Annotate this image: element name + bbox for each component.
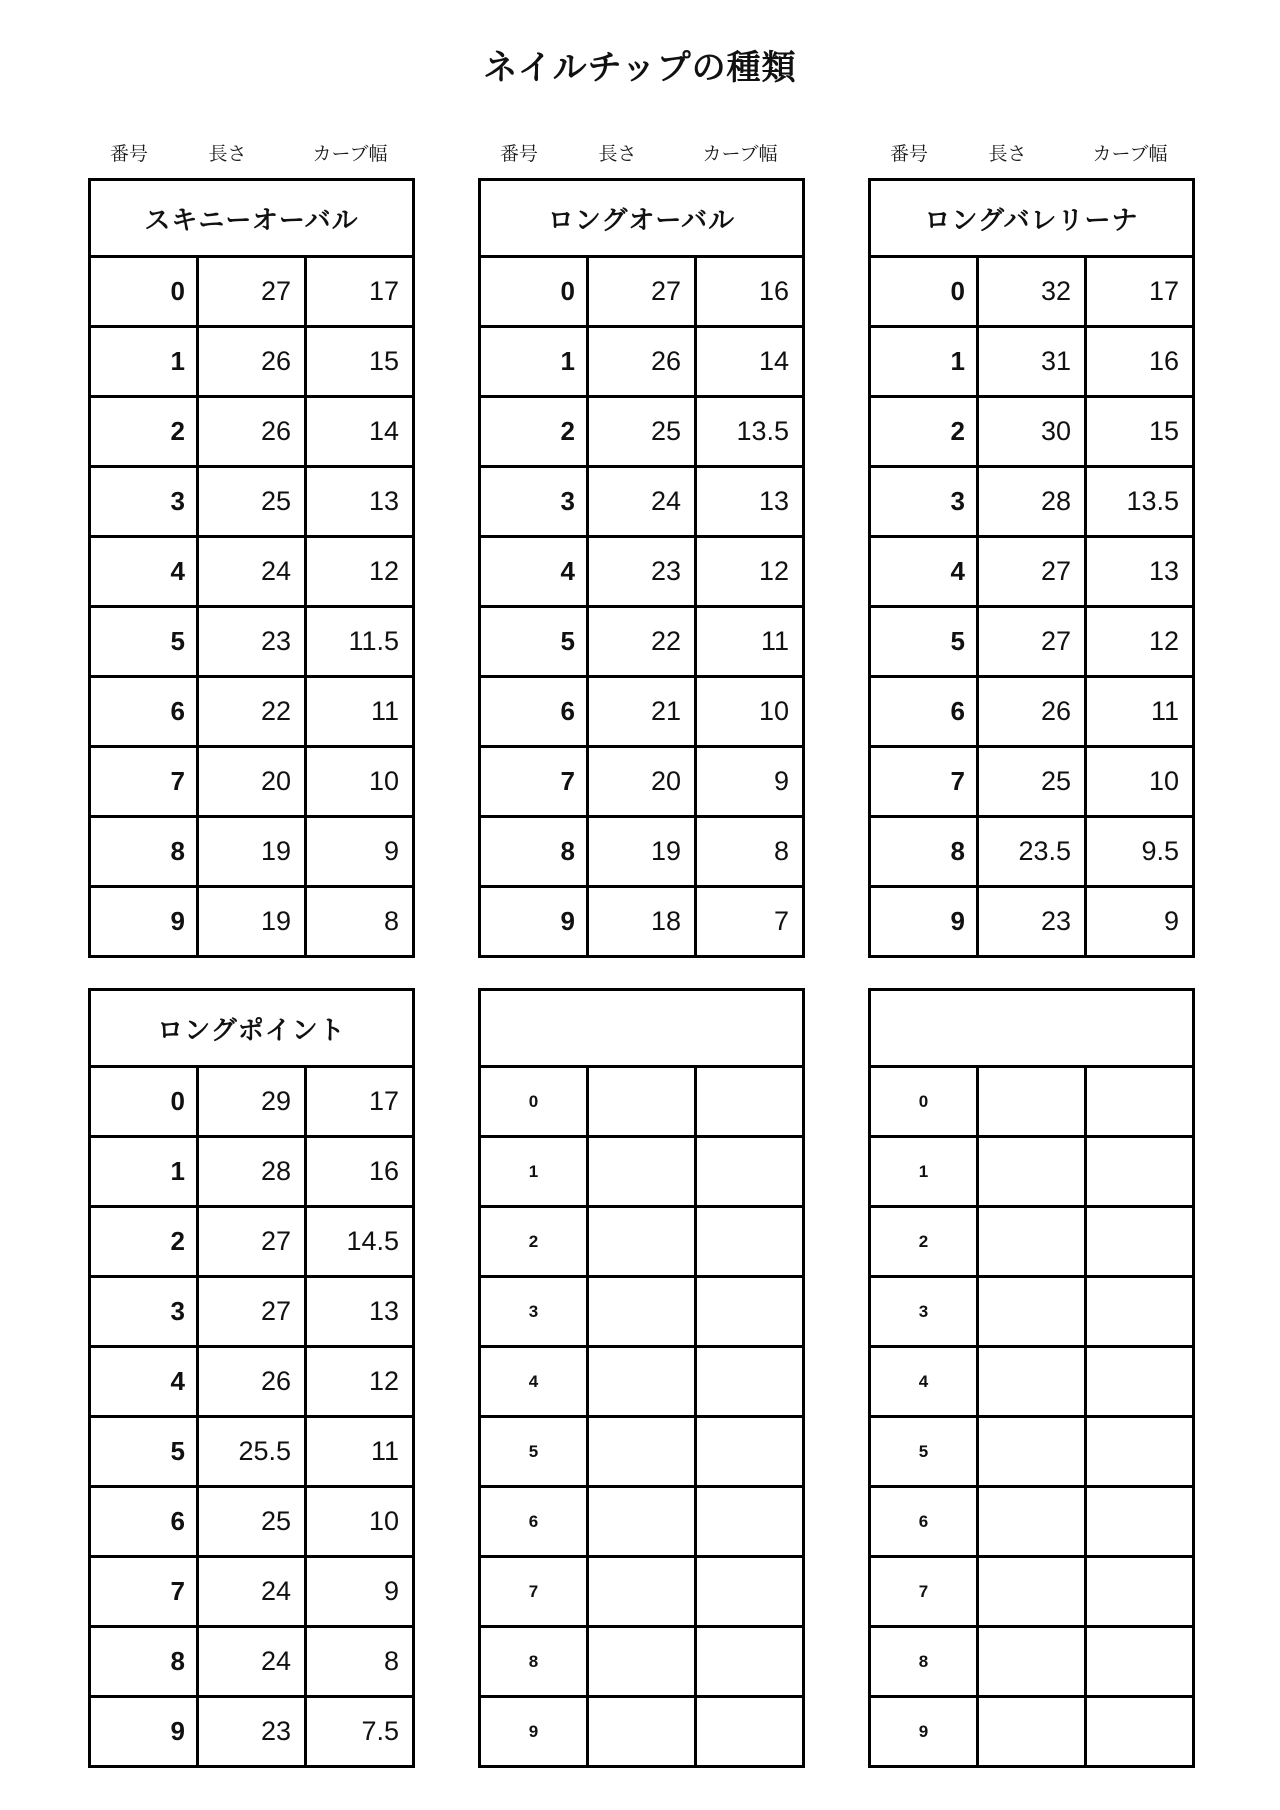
cell-curve-width-blank: [1086, 1137, 1194, 1207]
col-header-length: 長さ: [598, 144, 637, 165]
cell-curve-width: 11: [1086, 677, 1194, 747]
cell-curve-width-blank: [696, 1067, 804, 1137]
cell-curve-width: 13.5: [1086, 467, 1194, 537]
cell-curve-width: 7: [696, 887, 804, 957]
table-row: [90, 1697, 414, 1767]
cell-number: 9: [480, 887, 588, 957]
table-row: [90, 397, 414, 467]
cell-length-blank: [588, 1347, 696, 1417]
cell-length-blank: [588, 1207, 696, 1277]
cell-curve-width: 9: [696, 747, 804, 817]
cell-number: 7: [480, 747, 588, 817]
cell-length: 27: [978, 537, 1086, 607]
cell-curve-width-blank: [696, 1697, 804, 1767]
cell-number: 1: [90, 327, 198, 397]
cell-curve-width: 12: [306, 1347, 414, 1417]
cell-curve-width-blank: [1086, 1627, 1194, 1697]
cell-number: 6: [480, 677, 588, 747]
cell-length: 23: [198, 607, 306, 677]
column-headers: [88, 139, 415, 166]
cell-number: 6: [90, 677, 198, 747]
size-table: [88, 988, 415, 1768]
cell-curve-width: 14: [696, 327, 804, 397]
cell-curve-width: 10: [306, 747, 414, 817]
cell-curve-width: 9.5: [1086, 817, 1194, 887]
cell-number: 6: [480, 1487, 588, 1557]
table-title: スキニーオーバル: [90, 180, 414, 257]
table-row: [90, 1067, 414, 1137]
table-row: [870, 1347, 1194, 1417]
cell-length-blank: [978, 1487, 1086, 1557]
col-header-curve-width: カーブ幅: [702, 144, 778, 165]
cell-number: 8: [480, 817, 588, 887]
cell-length: 24: [198, 1557, 306, 1627]
table-row: [90, 1557, 414, 1627]
cell-curve-width: 12: [1086, 607, 1194, 677]
cell-length: 22: [588, 607, 696, 677]
cell-number: 3: [90, 467, 198, 537]
cell-curve-width: 12: [306, 537, 414, 607]
cell-curve-width: 17: [306, 257, 414, 327]
table-row: [90, 1137, 414, 1207]
cell-curve-width: 11: [306, 677, 414, 747]
table-row: [480, 607, 804, 677]
table-row: [480, 257, 804, 327]
table-title: [480, 990, 804, 1067]
table-group-blank-1: [478, 988, 805, 1768]
table-row: [90, 1277, 414, 1347]
cell-curve-width: 10: [696, 677, 804, 747]
col-header-curve-width: カーブ幅: [312, 144, 388, 165]
cell-curve-width-blank: [1086, 1067, 1194, 1137]
table-row: [870, 1137, 1194, 1207]
size-table: [868, 988, 1195, 1768]
cell-curve-width: 14.5: [306, 1207, 414, 1277]
table-title-row: [90, 180, 414, 257]
cell-curve-width-blank: [1086, 1487, 1194, 1557]
table-row: [870, 397, 1194, 467]
cell-length: 26: [198, 1347, 306, 1417]
table-row: [480, 1347, 804, 1417]
cell-number: 5: [480, 1417, 588, 1487]
cell-number: 8: [480, 1627, 588, 1697]
cell-length-blank: [978, 1137, 1086, 1207]
table-row: [480, 887, 804, 957]
table-row: [480, 1417, 804, 1487]
table-row: [90, 1347, 414, 1417]
cell-curve-width-blank: [696, 1277, 804, 1347]
cell-curve-width: 12: [696, 537, 804, 607]
cell-curve-width: 11.5: [306, 607, 414, 677]
cell-curve-width: 15: [1086, 397, 1194, 467]
cell-length-blank: [978, 1697, 1086, 1767]
table-row: [480, 817, 804, 887]
table-row: [870, 467, 1194, 537]
cell-curve-width: 13.5: [696, 397, 804, 467]
cell-number: 7: [480, 1557, 588, 1627]
cell-number: 8: [90, 1627, 198, 1697]
cell-number: 0: [480, 1067, 588, 1137]
table-row: [90, 467, 414, 537]
table-row: [870, 257, 1194, 327]
table-row: [480, 1557, 804, 1627]
table-row: [480, 537, 804, 607]
cell-number: 0: [870, 257, 978, 327]
table-row: [870, 677, 1194, 747]
cell-curve-width: 16: [1086, 327, 1194, 397]
table-row: [870, 1207, 1194, 1277]
cell-number: 9: [480, 1697, 588, 1767]
cell-curve-width: 17: [1086, 257, 1194, 327]
cell-number: 3: [480, 1277, 588, 1347]
cell-number: 4: [870, 1347, 978, 1417]
cell-number: 4: [90, 1347, 198, 1417]
cell-curve-width: 17: [306, 1067, 414, 1137]
column-headers: [478, 139, 805, 166]
cell-number: 2: [480, 1207, 588, 1277]
cell-length: 25: [588, 397, 696, 467]
table-row: [480, 1487, 804, 1557]
table-title-row: [480, 180, 804, 257]
cell-length: 30: [978, 397, 1086, 467]
tables-grid: [0, 139, 1280, 1768]
cell-number: 5: [90, 607, 198, 677]
cell-number: 9: [90, 1697, 198, 1767]
cell-length: 25.5: [198, 1417, 306, 1487]
cell-number: 1: [870, 327, 978, 397]
table-row: [90, 677, 414, 747]
cell-curve-width: 7.5: [306, 1697, 414, 1767]
cell-curve-width-blank: [1086, 1207, 1194, 1277]
cell-length-blank: [588, 1487, 696, 1557]
table-title-row: [870, 990, 1194, 1067]
cell-number: 9: [90, 887, 198, 957]
table-row: [870, 747, 1194, 817]
cell-number: 8: [90, 817, 198, 887]
cell-number: 6: [870, 677, 978, 747]
cell-length: 23.5: [978, 817, 1086, 887]
column-headers: [868, 139, 1195, 166]
table-row: [90, 257, 414, 327]
cell-curve-width: 13: [306, 1277, 414, 1347]
cell-length: 32: [978, 257, 1086, 327]
cell-length: 25: [198, 467, 306, 537]
table-row: [90, 1487, 414, 1557]
cell-number: 0: [90, 1067, 198, 1137]
table-title-row: [870, 180, 1194, 257]
cell-length: 23: [978, 887, 1086, 957]
cell-curve-width-blank: [696, 1487, 804, 1557]
col-header-length: 長さ: [988, 144, 1027, 165]
cell-length: 27: [198, 257, 306, 327]
cell-length-blank: [978, 1067, 1086, 1137]
cell-number: 3: [480, 467, 588, 537]
cell-curve-width: 10: [306, 1487, 414, 1557]
cell-length: 26: [588, 327, 696, 397]
cell-length: 28: [198, 1137, 306, 1207]
cell-number: 1: [870, 1137, 978, 1207]
cell-number: 0: [870, 1067, 978, 1137]
table-row: [870, 1487, 1194, 1557]
cell-curve-width-blank: [696, 1207, 804, 1277]
table-row: [90, 747, 414, 817]
cell-number: 7: [870, 747, 978, 817]
table-title: ロングオーバル: [480, 180, 804, 257]
cell-curve-width: 14: [306, 397, 414, 467]
cell-length: 27: [198, 1277, 306, 1347]
cell-length-blank: [978, 1627, 1086, 1697]
table-row: [870, 537, 1194, 607]
cell-length: 20: [198, 747, 306, 817]
cell-number: 9: [870, 887, 978, 957]
table-row: [90, 1627, 414, 1697]
table-row: [870, 1557, 1194, 1627]
size-table: [478, 178, 805, 958]
cell-length: 18: [588, 887, 696, 957]
cell-length: 19: [198, 887, 306, 957]
cell-curve-width: 15: [306, 327, 414, 397]
cell-curve-width-blank: [1086, 1347, 1194, 1417]
cell-curve-width-blank: [696, 1557, 804, 1627]
table-group-blank-2: [868, 988, 1195, 1768]
cell-curve-width: 8: [306, 887, 414, 957]
cell-number: 2: [480, 397, 588, 467]
cell-number: 8: [870, 1627, 978, 1697]
cell-length: 31: [978, 327, 1086, 397]
table-title: [870, 990, 1194, 1067]
table-row: [90, 1207, 414, 1277]
cell-length-blank: [588, 1697, 696, 1767]
cell-length: 23: [588, 537, 696, 607]
cell-curve-width: 8: [306, 1627, 414, 1697]
cell-length: 28: [978, 467, 1086, 537]
table-row: [90, 817, 414, 887]
cell-length: 21: [588, 677, 696, 747]
cell-number: 7: [90, 1557, 198, 1627]
table-row: [870, 1067, 1194, 1137]
table-title: ロングバレリーナ: [870, 180, 1194, 257]
table-row: [870, 1627, 1194, 1697]
cell-number: 7: [870, 1557, 978, 1627]
cell-curve-width: 9: [306, 1557, 414, 1627]
cell-curve-width-blank: [1086, 1277, 1194, 1347]
table-row: [480, 1137, 804, 1207]
cell-number: 1: [480, 1137, 588, 1207]
cell-curve-width-blank: [696, 1137, 804, 1207]
cell-length-blank: [978, 1347, 1086, 1417]
cell-number: 7: [90, 747, 198, 817]
cell-curve-width: 10: [1086, 747, 1194, 817]
cell-curve-width-blank: [696, 1347, 804, 1417]
cell-length: 27: [978, 607, 1086, 677]
cell-length: 19: [588, 817, 696, 887]
table-row: [870, 607, 1194, 677]
cell-number: 5: [870, 1417, 978, 1487]
cell-length: 24: [198, 537, 306, 607]
cell-number: 5: [870, 607, 978, 677]
cell-number: 4: [870, 537, 978, 607]
cell-curve-width: 9: [1086, 887, 1194, 957]
cell-curve-width-blank: [696, 1627, 804, 1697]
cell-length: 22: [198, 677, 306, 747]
cell-length-blank: [978, 1557, 1086, 1627]
cell-curve-width-blank: [696, 1417, 804, 1487]
cell-number: 3: [870, 1277, 978, 1347]
cell-number: 9: [870, 1697, 978, 1767]
cell-number: 4: [480, 537, 588, 607]
table-row: [90, 1417, 414, 1487]
cell-length: 25: [978, 747, 1086, 817]
table-row: [480, 1277, 804, 1347]
table-row: [870, 887, 1194, 957]
cell-length-blank: [978, 1417, 1086, 1487]
cell-number: 2: [870, 397, 978, 467]
table-row: [480, 747, 804, 817]
cell-curve-width-blank: [1086, 1557, 1194, 1627]
cell-length-blank: [978, 1277, 1086, 1347]
table-row: [870, 327, 1194, 397]
table-row: [480, 1067, 804, 1137]
cell-number: 4: [480, 1347, 588, 1417]
table-row: [480, 1697, 804, 1767]
cell-length-blank: [588, 1137, 696, 1207]
cell-number: 4: [90, 537, 198, 607]
table-group-long-point: [88, 988, 415, 1768]
cell-curve-width-blank: [1086, 1697, 1194, 1767]
table-row: [870, 1417, 1194, 1487]
table-group-skinny-oval: [88, 139, 415, 958]
table-row: [870, 817, 1194, 887]
cell-length: 27: [588, 257, 696, 327]
table-group-long-oval: [478, 139, 805, 958]
table-row: [870, 1277, 1194, 1347]
table-group-long-ballerina: [868, 139, 1195, 958]
cell-length: 27: [198, 1207, 306, 1277]
cell-curve-width: 16: [306, 1137, 414, 1207]
cell-number: 6: [870, 1487, 978, 1557]
table-row: [90, 537, 414, 607]
cell-number: 2: [90, 1207, 198, 1277]
cell-number: 6: [90, 1487, 198, 1557]
cell-curve-width: 13: [306, 467, 414, 537]
cell-length-blank: [588, 1067, 696, 1137]
cell-length: 19: [198, 817, 306, 887]
size-table: [478, 988, 805, 1768]
table-row: [480, 1627, 804, 1697]
size-table: [88, 178, 415, 958]
table-row: [90, 607, 414, 677]
table-row: [90, 327, 414, 397]
table-row: [480, 1207, 804, 1277]
table-title: ロングポイント: [90, 990, 414, 1067]
cell-length: 24: [588, 467, 696, 537]
cell-number: 1: [480, 327, 588, 397]
cell-number: 0: [90, 257, 198, 327]
cell-length: 23: [198, 1697, 306, 1767]
col-header-number: 番号: [109, 144, 148, 165]
col-header-length: 長さ: [208, 144, 247, 165]
cell-number: 5: [480, 607, 588, 677]
cell-length: 26: [198, 327, 306, 397]
cell-number: 8: [870, 817, 978, 887]
table-row: [480, 677, 804, 747]
cell-length-blank: [588, 1417, 696, 1487]
cell-length: 26: [978, 677, 1086, 747]
cell-number: 3: [90, 1277, 198, 1347]
table-title-row: [90, 990, 414, 1067]
cell-curve-width: 11: [306, 1417, 414, 1487]
cell-number: 2: [90, 397, 198, 467]
cell-curve-width: 13: [696, 467, 804, 537]
cell-length-blank: [588, 1277, 696, 1347]
cell-number: 2: [870, 1207, 978, 1277]
cell-curve-width: 8: [696, 817, 804, 887]
cell-length-blank: [588, 1627, 696, 1697]
cell-length-blank: [978, 1207, 1086, 1277]
table-row: [480, 327, 804, 397]
cell-length: 26: [198, 397, 306, 467]
page-title: ネイルチップの種類: [483, 49, 797, 87]
cell-number: 0: [480, 257, 588, 327]
col-header-number: 番号: [889, 144, 928, 165]
col-header-curve-width: カーブ幅: [1092, 144, 1168, 165]
cell-length: 25: [198, 1487, 306, 1557]
cell-length-blank: [588, 1557, 696, 1627]
table-row: [480, 397, 804, 467]
cell-curve-width-blank: [1086, 1417, 1194, 1487]
cell-curve-width: 16: [696, 257, 804, 327]
table-row: [870, 1697, 1194, 1767]
cell-length: 29: [198, 1067, 306, 1137]
cell-number: 3: [870, 467, 978, 537]
cell-curve-width: 9: [306, 817, 414, 887]
cell-length: 20: [588, 747, 696, 817]
cell-number: 1: [90, 1137, 198, 1207]
table-title-row: [480, 990, 804, 1067]
cell-curve-width: 13: [1086, 537, 1194, 607]
cell-length: 24: [198, 1627, 306, 1697]
col-header-number: 番号: [499, 144, 538, 165]
size-table: [868, 178, 1195, 958]
cell-number: 5: [90, 1417, 198, 1487]
table-row: [480, 467, 804, 537]
table-row: [90, 887, 414, 957]
cell-curve-width: 11: [696, 607, 804, 677]
